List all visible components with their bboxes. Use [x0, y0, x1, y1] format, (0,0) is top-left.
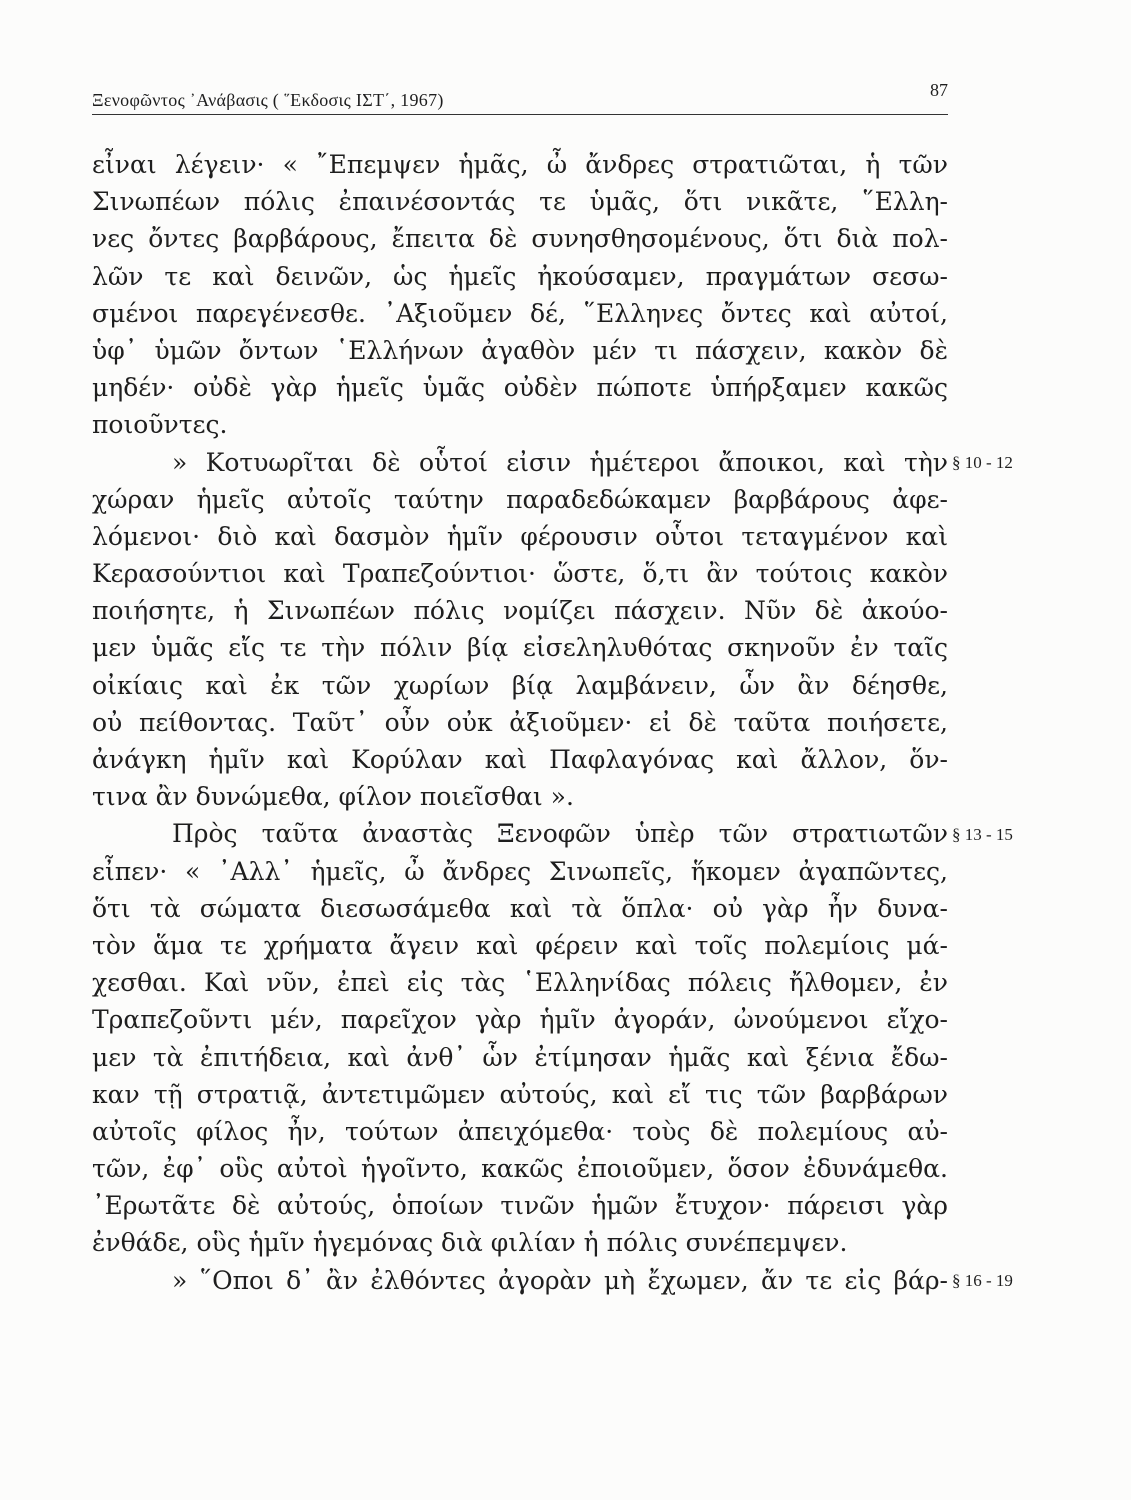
text-line: νες ὄντες βαρβάρους, ἔπειτα δὲ συνησθησομένους, ὅτι διὰ πολ-: [92, 224, 948, 254]
text-line: Σινωπέων πόλις ἐπαινέσοντάς τε ὑμᾶς, ὅτι νικᾶτε, ῞Ελλη-: [92, 187, 948, 217]
text-line: καν τῇ στρατιᾷ, ἀντετιμῶμεν αὐτούς, καὶ εἴ τις τῶν βαρβάρων: [92, 1079, 948, 1109]
text-line: ὑφ᾿ ὑμῶν ὄντων ῾Ελλήνων ἀγαθὸν μέν τι πάσχειν, κακὸν δὲ: [92, 335, 948, 365]
text-line: τινα ἂν δυνώμεθα, φίλον ποιεῖσθαι ».: [92, 782, 574, 812]
text-line: οἰκίαις καὶ ἐκ τῶν χωρίων βίᾳ λαμβάνειν, ὧν ἂν δέησθε,: [92, 670, 948, 700]
text-line: ἐνθάδε, οὓς ἡμῖν ἡγεμόνας διὰ φιλίαν ἡ πόλις συνέπεμψεν.: [92, 1228, 848, 1258]
text-line: λῶν τε καὶ δεινῶν, ὡς ἡμεῖς ἠκούσαμεν, πραγμάτων σεσω-: [92, 261, 948, 291]
text-line: Κερασούντιοι καὶ Τραπεζούντιοι· ὥστε, ὅ,τι ἂν τούτοις κακὸν: [92, 559, 948, 589]
text-line: τῶν, ἐφ᾿ οὓς αὐτοὶ ἡγοῖντο, κακῶς ἐποιοῦμεν, ὅσον ἐδυνάμεθα.: [92, 1154, 948, 1184]
text-line: οὐ πείθοντας. Ταῦτ᾿ οὖν οὐκ ἀξιοῦμεν· εἰ δὲ ταῦτα ποιήσετε,: [92, 707, 948, 737]
text-line: σμένοι παρεγένεσθε. ᾿Αξιοῦμεν δέ, ῞Ελληνες ὄντες καὶ αὐτοί,: [92, 298, 948, 328]
text-line: Τραπεζοῦντι μέν, παρεῖχον γὰρ ἡμῖν ἀγοράν, ὠνούμενοι εἴχο-: [92, 1005, 948, 1035]
body-text: [92, 146, 948, 1299]
text-line: ποιοῦντες.: [92, 410, 228, 440]
text-line: » Κοτυωρῖται δὲ οὗτοί εἰσιν ἡμέτεροι ἄποικοι, καὶ τὴν: [172, 447, 948, 477]
text-line: μηδέν· οὐδὲ γὰρ ἡμεῖς ὑμᾶς οὐδὲν πώποτε ὑπήρξαμεν κακῶς: [92, 373, 948, 403]
text-line: μεν τὰ ἐπιτήδεια, καὶ ἀνθ᾿ ὧν ἐτίμησαν ἡμᾶς καὶ ξένια ἔδω-: [92, 1042, 948, 1072]
section-marginal-note: § 13 - 15: [952, 824, 1013, 844]
text-line: εἶπεν· « ᾿Αλλ᾿ ἡμεῖς, ὦ ἄνδρες Σινωπεῖς, ἥκομεν ἀγαπῶντες,: [92, 856, 948, 886]
text-line: ποιήσητε, ἡ Σινωπέων πόλις νομίζει πάσχειν. Νῦν δὲ ἀκούο-: [92, 596, 948, 626]
text-line: » ῞Οποι δ᾿ ἂν ἐλθόντες ἀγορὰν μὴ ἔχωμεν, ἄν τε εἰς βάρ-: [172, 1265, 948, 1295]
running-title: Ξενοφῶντος ᾿Ανάβασις ( ῞Εκδοσις ΙΣΤ΄, 1967): [92, 90, 444, 110]
text-line: ἀνάγκη ἡμῖν καὶ Κορύλαν καὶ Παφλαγόνας καὶ ἄλλον, ὅν-: [92, 745, 948, 774]
section-marginal-note: § 16 - 19: [952, 1271, 1013, 1290]
page-number: 87: [930, 80, 948, 100]
text-line: Πρὸς ταῦτα ἀναστὰς Ξενοφῶν ὑπὲρ τῶν στρατιωτῶν: [172, 819, 948, 849]
text-line: ᾿Ερωτᾶτε δὲ αὐτούς, ὁποίων τινῶν ἡμῶν ἔτυχον· πάρεισι γὰρ: [92, 1191, 948, 1221]
text-line: τὸν ἅμα τε χρήματα ἄγειν καὶ φέρειν καὶ τοῖς πολεμίοις μά-: [92, 930, 948, 960]
text-line: ὅτι τὰ σώματα διεσωσάμεθα καὶ τὰ ὅπλα· οὐ γὰρ ἦν δυνα-: [92, 893, 948, 923]
header-rule: [92, 114, 948, 115]
text-line: λόμενοι· διὸ καὶ δασμὸν ἡμῖν φέρουσιν οὗτοι τεταγμένον καὶ: [92, 521, 948, 551]
text-line: χεσθαι. Καὶ νῦν, ἐπεὶ εἰς τὰς ῾Ελληνίδας πόλεις ἤλθομεν, ἐν: [92, 968, 948, 998]
section-marginal-note: § 10 - 12: [952, 452, 1013, 472]
running-header: [92, 80, 948, 112]
text-line: εἶναι λέγειν· « ῎Επεμψεν ἡμᾶς, ὦ ἄνδρες στρατιῶται, ἡ τῶν: [92, 150, 948, 179]
text-line: αὐτοῖς φίλος ἦν, τούτων ἀπειχόμεθα· τοὺς δὲ πολεμίους αὐ-: [92, 1116, 948, 1146]
text-line: χώραν ἡμεῖς αὐτοῖς ταύτην παραδεδώκαμεν βαρβάρους ἀφε-: [92, 484, 948, 514]
text-line: μεν ὑμᾶς εἴς τε τὴν πόλιν βίᾳ εἰσεληλυθότας σκηνοῦν ἐν ταῖς: [92, 633, 948, 663]
